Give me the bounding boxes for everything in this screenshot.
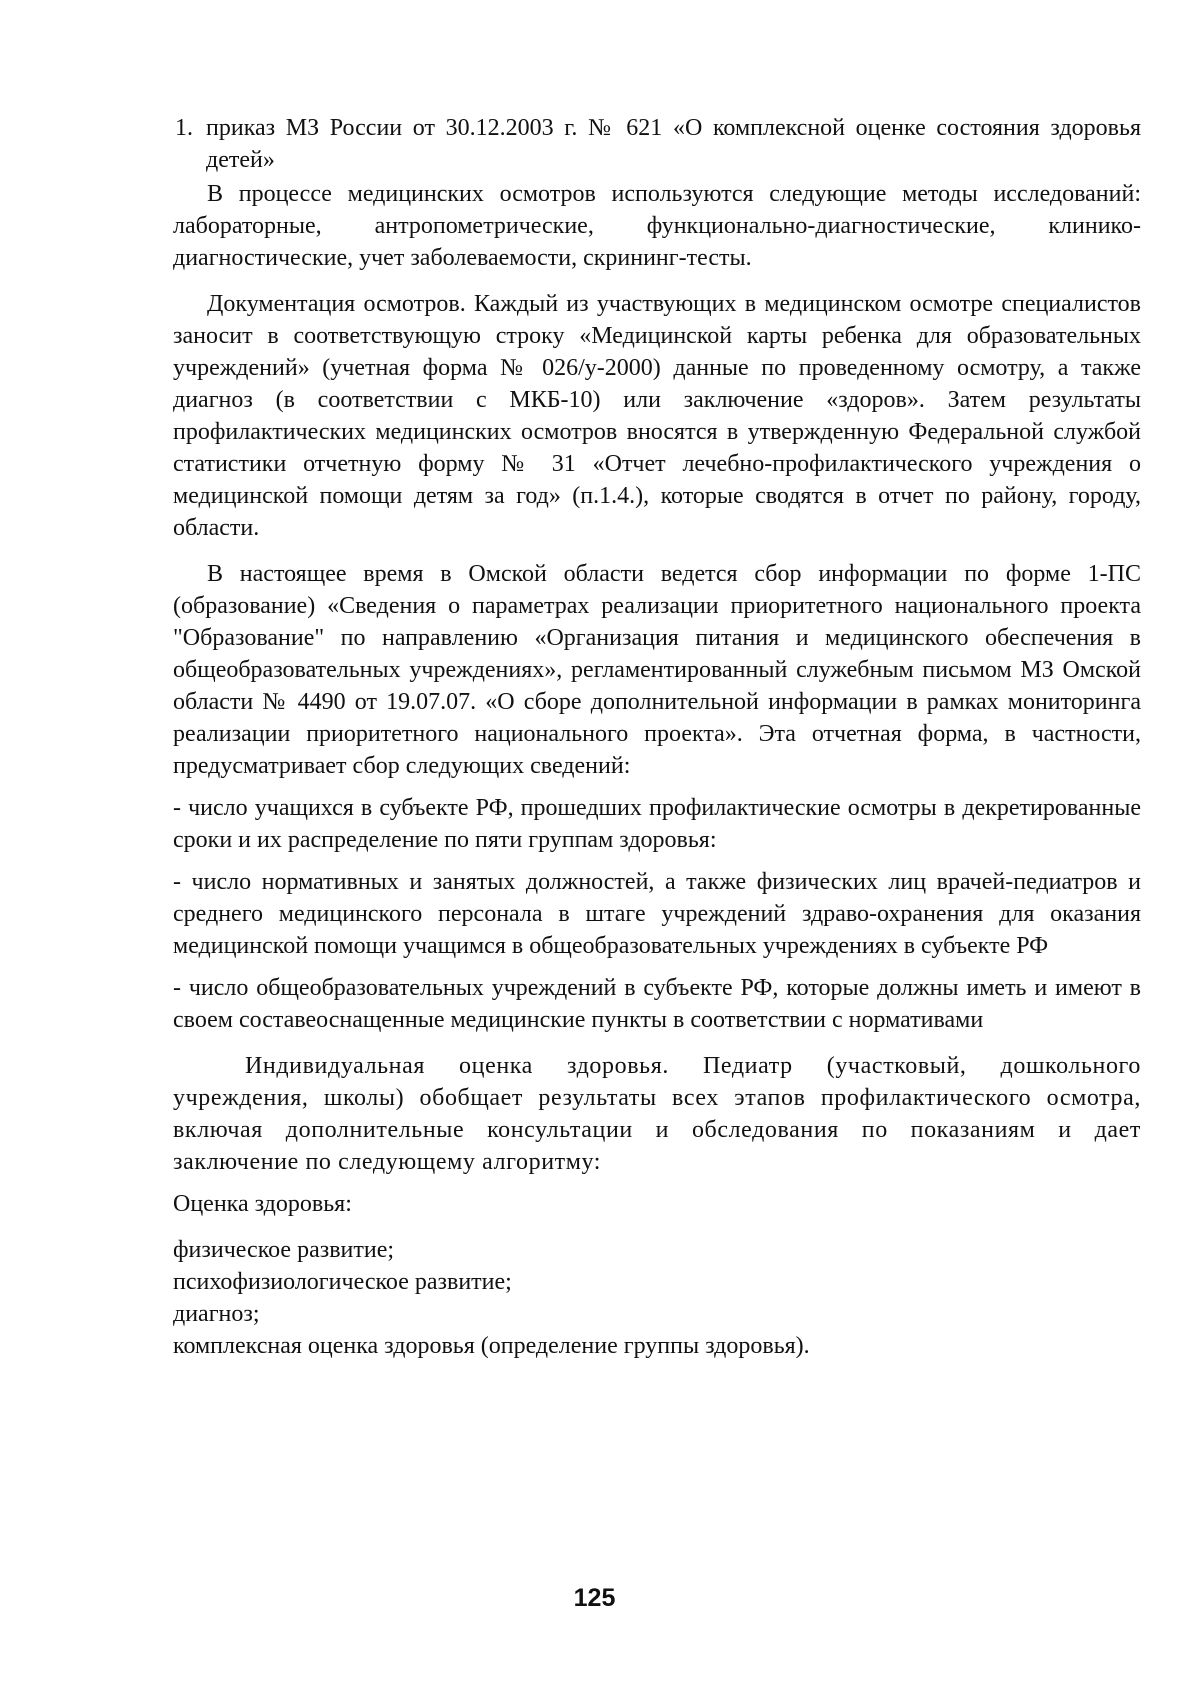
dash-item-students: - число учащихся в субъекте РФ, прошедших профилактические осмотры в декретированные сроки и их распределение по пяти группам здоровья: — [173, 795, 1141, 853]
assessment-item: психофизиологическое развитие; — [173, 1269, 512, 1295]
assessment-heading: Оценка здоровья: — [173, 1191, 352, 1217]
assessment-item: физическое развитие; — [173, 1237, 395, 1263]
paragraph-omsk-region: В настоящее время в Омской области ведется сбор информации по форме 1-ПС (образование) «Сведения о параметрах реализации приоритетного национального проекта "Образование" по направлению «Организация питания и медицинского обеспечения в общеобразовательных учреждениях», регламентированный служебным письмом МЗ Омской области № 4490 от 19.07.07. «О сборе дополнительной информации в рамках мониторинга реализации приоритетного национального проекта». Эта отчетная форма, в частности, предусматривает сбор следующих сведений: — [173, 561, 1141, 779]
page-body — [173, 112, 1141, 1362]
paragraph-methods: В процессе медицинских осмотров используются следующие методы исследований: лабораторные, антропометрические, функционально-диагностические, клинико-диагностические, учет заболеваемости, скрининг-тесты. — [173, 181, 1141, 271]
order-reference-item — [175, 112, 1141, 176]
list-item-number: 1. — [175, 115, 193, 141]
paragraph-documentation: Документация осмотров. Каждый из участвующих в медицинском осмотре специалистов заносит в соответствующую строку «Медицинской карты ребенка для образовательных учреждений» (учетная форма № 026/у-2000) данные по проведенному осмотру, а также диагноз (в соответствии с МКБ-10) или заключение «здоров». Затем результаты профилактических медицинских осмотров вносятся в утвержденную Федеральной службой статистики отчетную форму № 31 «Отчет лечебно-профилактического учреждения о медицинской помощи детям за год» (п.1.4.), которые сводятся в отчет по району, городу, области. — [173, 291, 1141, 541]
page-number: 125 — [573, 1584, 616, 1612]
assessment-list — [173, 1234, 1141, 1362]
dash-item-positions: - число нормативных и занятых должностей, а также физических лиц врачей-педиатров и среднего медицинского персонала в штаге учреждений здраво-охранения для оказания медицинской помощи учащимся в общеобразовательных учреждениях в субъекте РФ — [173, 869, 1141, 959]
assessment-item: диагноз; — [173, 1301, 260, 1327]
dash-item-institutions: - число общеобразовательных учреждений в субъекте РФ, которые должны иметь и имеют в своем составеоснащенные медицинские пункты в соответствии с нормативами — [173, 975, 1141, 1033]
paragraph-individual-assessment: Индивидуальная оценка здоровья. Педиатр (участковый, дошкольного учреждения, школы) обобщает результаты всех этапов профилактического осмотра, включая дополнительные консультации и обследования по показаниям и дает заключение по следующему алгоритму: — [173, 1053, 1141, 1175]
list-item-text: приказ МЗ России от 30.12.2003 г. № 621 «О комплексной оценке состояния здоровья детей» — [206, 115, 1141, 173]
assessment-item: комплексная оценка здоровья (определение группы здоровья). — [173, 1333, 810, 1359]
